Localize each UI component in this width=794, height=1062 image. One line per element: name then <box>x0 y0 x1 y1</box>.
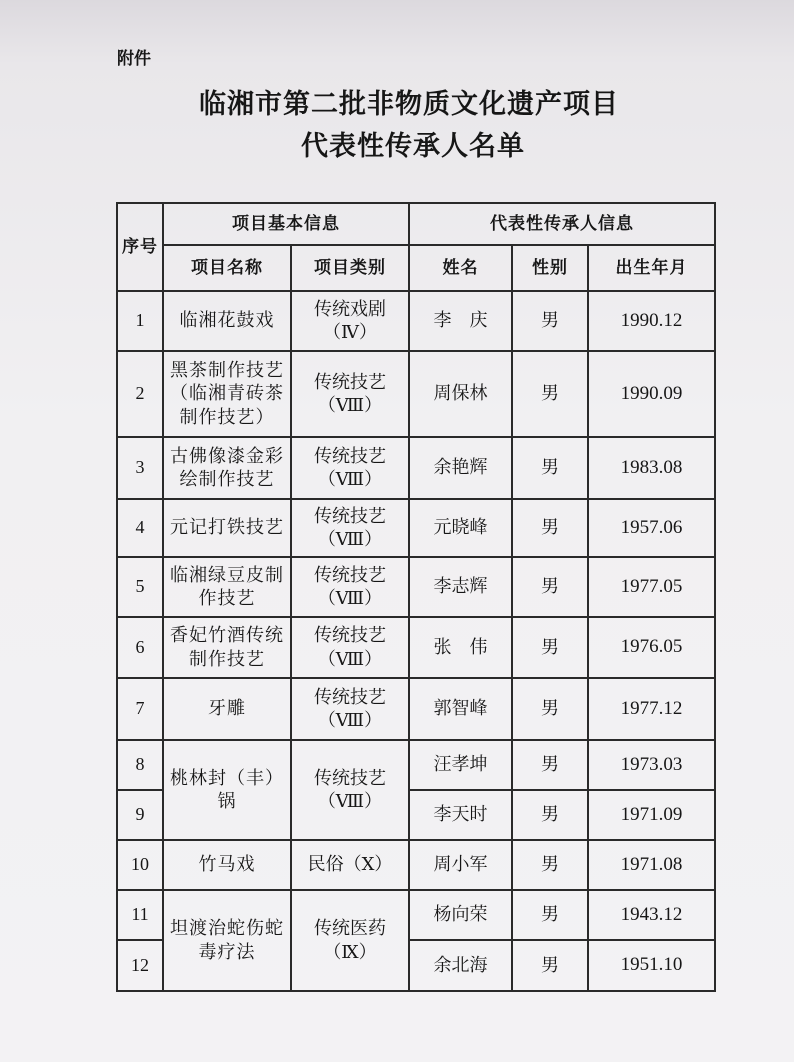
cell-project-name: 元记打铁技艺 <box>163 499 291 557</box>
cell-gender: 男 <box>512 890 588 940</box>
cell-project-name: 古佛像漆金彩绘制作技艺 <box>163 437 291 499</box>
cell-name: 杨向荣 <box>409 890 512 940</box>
cell-category: 民俗（Ⅹ） <box>291 840 409 890</box>
cell-category: 传统技艺（Ⅷ） <box>291 678 409 740</box>
cell-gender: 男 <box>512 740 588 790</box>
cell-gender: 男 <box>512 940 588 991</box>
cell-seq: 1 <box>117 291 163 351</box>
cell-seq: 7 <box>117 678 163 740</box>
cell-category: 传统技艺（Ⅷ） <box>291 740 409 840</box>
table-row <box>117 351 715 437</box>
cell-birth: 1977.05 <box>588 557 715 617</box>
cell-birth: 1971.08 <box>588 840 715 890</box>
cell-birth: 1971.09 <box>588 790 715 840</box>
header-project-name: 项目名称 <box>163 245 291 291</box>
cell-birth: 1943.12 <box>588 890 715 940</box>
cell-gender: 男 <box>512 351 588 437</box>
table-header-row <box>117 203 715 245</box>
cell-name: 李 庆 <box>409 291 512 351</box>
cell-project-name: 桃林封（丰）锅 <box>163 740 291 840</box>
cell-name: 汪孝坤 <box>409 740 512 790</box>
cell-project-name: 牙雕 <box>163 678 291 740</box>
cell-gender: 男 <box>512 840 588 890</box>
table-row <box>117 840 715 890</box>
cell-birth: 1990.12 <box>588 291 715 351</box>
header-name: 姓名 <box>409 245 512 291</box>
table-row <box>117 499 715 557</box>
cell-category: 传统技艺（Ⅷ） <box>291 557 409 617</box>
cell-project-name: 临湘花鼓戏 <box>163 291 291 351</box>
cell-seq: 6 <box>117 617 163 678</box>
header-birth: 出生年月 <box>588 245 715 291</box>
cell-name: 元晓峰 <box>409 499 512 557</box>
cell-birth: 1951.10 <box>588 940 715 991</box>
cell-seq: 12 <box>117 940 163 991</box>
table-row <box>117 617 715 678</box>
cell-category: 传统技艺（Ⅷ） <box>291 499 409 557</box>
cell-gender: 男 <box>512 291 588 351</box>
table-row <box>117 740 715 790</box>
cell-birth: 1977.12 <box>588 678 715 740</box>
cell-name: 周保林 <box>409 351 512 437</box>
cell-project-name: 坦渡治蛇伤蛇毒疗法 <box>163 890 291 991</box>
cell-name: 李天时 <box>409 790 512 840</box>
cell-project-name: 香妃竹酒传统制作技艺 <box>163 617 291 678</box>
cell-name: 张 伟 <box>409 617 512 678</box>
header-gender: 性别 <box>512 245 588 291</box>
cell-category: 传统戏剧（Ⅳ） <box>291 291 409 351</box>
header-group-project: 项目基本信息 <box>163 203 409 245</box>
cell-seq: 11 <box>117 890 163 940</box>
cell-birth: 1976.05 <box>588 617 715 678</box>
table-row <box>117 291 715 351</box>
document-title: 临湘市第二批非物质文化遗产项目 <box>199 89 619 120</box>
cell-gender: 男 <box>512 499 588 557</box>
cell-name: 余北海 <box>409 940 512 991</box>
cell-seq: 2 <box>117 351 163 437</box>
cell-gender: 男 <box>512 617 588 678</box>
table-row <box>117 557 715 617</box>
table-row <box>117 437 715 499</box>
cell-project-name: 竹马戏 <box>163 840 291 890</box>
header-project-category: 项目类别 <box>291 245 409 291</box>
cell-category: 传统技艺（Ⅷ） <box>291 617 409 678</box>
cell-gender: 男 <box>512 437 588 499</box>
cell-birth: 1957.06 <box>588 499 715 557</box>
table-row <box>117 890 715 940</box>
cell-name: 周小军 <box>409 840 512 890</box>
cell-seq: 4 <box>117 499 163 557</box>
attachment-label: 附件 <box>117 49 151 69</box>
cell-seq: 5 <box>117 557 163 617</box>
cell-seq: 10 <box>117 840 163 890</box>
cell-birth: 1973.03 <box>588 740 715 790</box>
cell-category: 传统医药（Ⅸ） <box>291 890 409 991</box>
header-seq: 序号 <box>117 203 163 291</box>
inheritor-table <box>116 202 716 992</box>
cell-seq: 9 <box>117 790 163 840</box>
cell-gender: 男 <box>512 790 588 840</box>
cell-seq: 8 <box>117 740 163 790</box>
cell-gender: 男 <box>512 678 588 740</box>
table-subheader-row <box>117 245 715 291</box>
cell-name: 李志辉 <box>409 557 512 617</box>
cell-birth: 1990.09 <box>588 351 715 437</box>
cell-seq: 3 <box>117 437 163 499</box>
cell-gender: 男 <box>512 557 588 617</box>
cell-name: 余艳辉 <box>409 437 512 499</box>
table-row <box>117 678 715 740</box>
cell-category: 传统技艺（Ⅷ） <box>291 351 409 437</box>
cell-project-name: 黑茶制作技艺（临湘青砖茶制作技艺） <box>163 351 291 437</box>
header-group-inheritor: 代表性传承人信息 <box>409 203 715 245</box>
cell-birth: 1983.08 <box>588 437 715 499</box>
cell-name: 郭智峰 <box>409 678 512 740</box>
document-subtitle: 代表性传承人名单 <box>301 131 525 162</box>
cell-project-name: 临湘绿豆皮制作技艺 <box>163 557 291 617</box>
cell-category: 传统技艺（Ⅷ） <box>291 437 409 499</box>
